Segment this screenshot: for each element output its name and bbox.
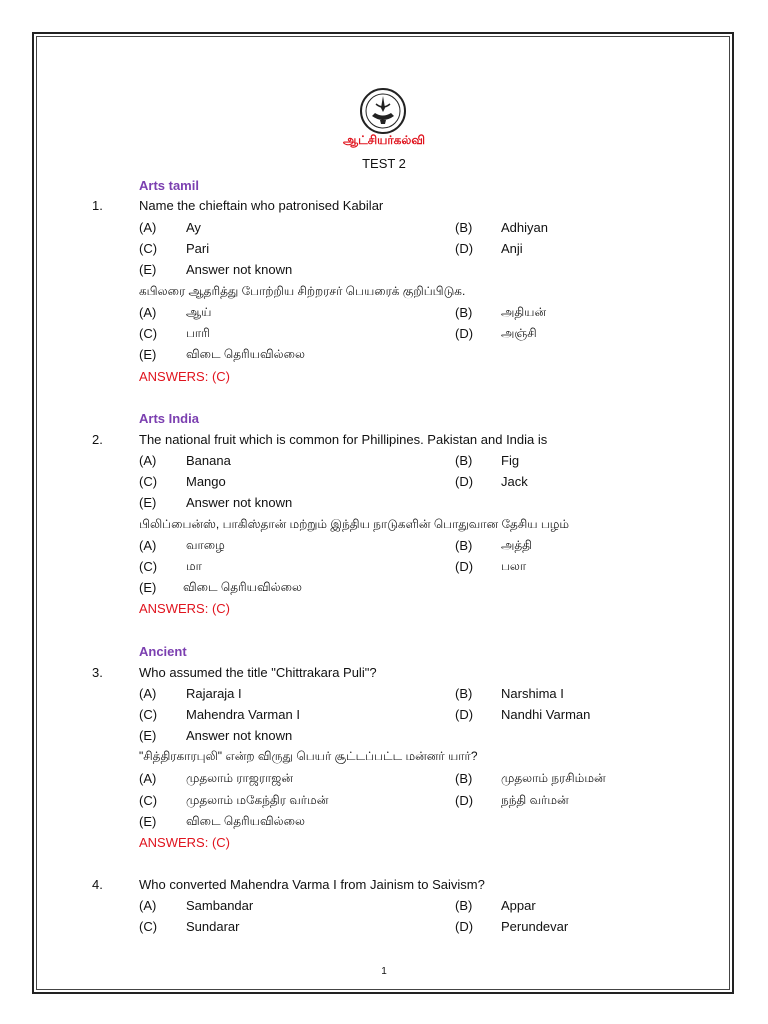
option-label: (D) <box>455 241 474 256</box>
brand-title: ஆட்சியர்கல்வி <box>343 133 425 147</box>
option-text: பலா <box>501 559 527 573</box>
question-number: 3. <box>92 665 103 680</box>
option-text: Jack <box>501 474 528 489</box>
option-label: (C) <box>139 241 158 256</box>
option-label: (C) <box>139 474 158 489</box>
option-label: (E) <box>139 262 157 277</box>
option-text: Banana <box>186 453 231 468</box>
option-text: Perundevar <box>501 919 569 934</box>
option-label: (C) <box>139 919 158 934</box>
option-text: விடை தெரியவில்லை <box>183 580 302 594</box>
option-text: Anji <box>501 241 523 256</box>
answer-key: ANSWERS: (C) <box>139 601 230 616</box>
option-text: Ay <box>186 220 201 235</box>
option-text: அஞ்சி <box>501 326 537 340</box>
option-text: Pari <box>186 241 210 256</box>
option-label: (D) <box>455 559 474 574</box>
option-text: அத்தி <box>501 538 532 552</box>
question-number: 1. <box>92 198 103 213</box>
option-label: (D) <box>455 793 474 808</box>
option-label: (D) <box>455 326 474 341</box>
option-text: முதலாம் ராஜராஜன் <box>186 771 293 785</box>
question-text-ta: பிலிப்பைன்ஸ், பாகிஸ்தான் மற்றும் இந்திய நாடுகளின் பொதுவான தேசிய பழம் <box>139 517 570 531</box>
option-text: Answer not known <box>186 262 293 277</box>
option-label: (E) <box>139 495 157 510</box>
option-label: (B) <box>455 898 473 913</box>
option-text: Appar <box>501 898 536 913</box>
option-label: (A) <box>139 538 157 553</box>
answer-key: ANSWERS: (C) <box>139 369 230 384</box>
option-text: Mahendra Varman I <box>186 707 300 722</box>
option-label: (D) <box>455 919 474 934</box>
option-text: ஆய் <box>186 305 212 319</box>
option-text: Answer not known <box>186 728 293 743</box>
option-text: Mango <box>186 474 226 489</box>
option-text: மா <box>186 559 202 573</box>
option-text: Rajaraja I <box>186 686 242 701</box>
option-label: (E) <box>139 347 157 362</box>
option-text: Narshima I <box>501 686 564 701</box>
option-label: (C) <box>139 793 158 808</box>
option-label: (E) <box>139 814 157 829</box>
option-text: விடை தெரியவில்லை <box>186 347 305 361</box>
test-title: TEST 2 <box>362 156 406 171</box>
option-text: Sambandar <box>186 898 254 913</box>
question-text-ta: கபிலரை ஆதரித்து போற்றிய சிற்றரசர் பெயரைக் குறிப்பிடுக. <box>139 284 466 298</box>
option-label: (B) <box>455 305 473 320</box>
option-label: (C) <box>139 559 158 574</box>
question-text-en: The national fruit which is common for Phillipines. Pakistan and India is <box>139 432 548 447</box>
option-text: Fig <box>501 453 520 468</box>
option-label: (B) <box>455 686 473 701</box>
section-heading: Arts India <box>139 411 199 426</box>
option-label: (A) <box>139 220 157 235</box>
option-text: Answer not known <box>186 495 293 510</box>
page-border <box>32 32 734 994</box>
option-label: (B) <box>455 220 473 235</box>
option-label: (D) <box>455 707 474 722</box>
option-text: Adhiyan <box>501 220 548 235</box>
option-label: (C) <box>139 326 158 341</box>
option-label: (B) <box>455 453 473 468</box>
option-label: (C) <box>139 707 158 722</box>
answer-key: ANSWERS: (C) <box>139 835 230 850</box>
option-text: முதலாம் நரசிம்மன் <box>501 771 606 785</box>
option-text: அதியன் <box>501 305 547 319</box>
question-number: 4. <box>92 877 103 892</box>
option-label: (A) <box>139 771 157 786</box>
option-label: (B) <box>455 538 473 553</box>
emblem-logo-icon <box>358 86 408 136</box>
section-heading: Ancient <box>139 644 187 659</box>
option-label: (E) <box>139 580 157 595</box>
option-text: Nandhi Varman <box>501 707 591 722</box>
option-text: Sundarar <box>186 919 240 934</box>
option-label: (A) <box>139 305 157 320</box>
question-text-en: Who converted Mahendra Varma I from Jainism to Saivism? <box>139 877 485 892</box>
option-label: (D) <box>455 474 474 489</box>
question-text-en: Who assumed the title "Chittrakara Puli"? <box>139 665 377 680</box>
option-text: முதலாம் மகேந்திர வர்மன் <box>186 793 329 807</box>
option-label: (B) <box>455 771 473 786</box>
question-text-ta: "சித்திரகாரபுலி" என்ற விருது பெயர் சூட்டப்பட்ட மன்னர் யார்? <box>139 749 478 763</box>
question-text-en: Name the chieftain who patronised Kabilar <box>139 198 384 213</box>
question-number: 2. <box>92 432 103 447</box>
option-label: (A) <box>139 898 157 913</box>
option-text: பாரி <box>186 326 210 340</box>
option-label: (A) <box>139 686 157 701</box>
option-text: வாழை <box>186 538 225 552</box>
option-text: நந்தி வர்மன் <box>501 793 569 807</box>
option-text: விடை தெரியவில்லை <box>186 814 305 828</box>
section-heading: Arts tamil <box>139 178 199 193</box>
option-label: (A) <box>139 453 157 468</box>
page-number: 1 <box>381 966 387 977</box>
option-label: (E) <box>139 728 157 743</box>
